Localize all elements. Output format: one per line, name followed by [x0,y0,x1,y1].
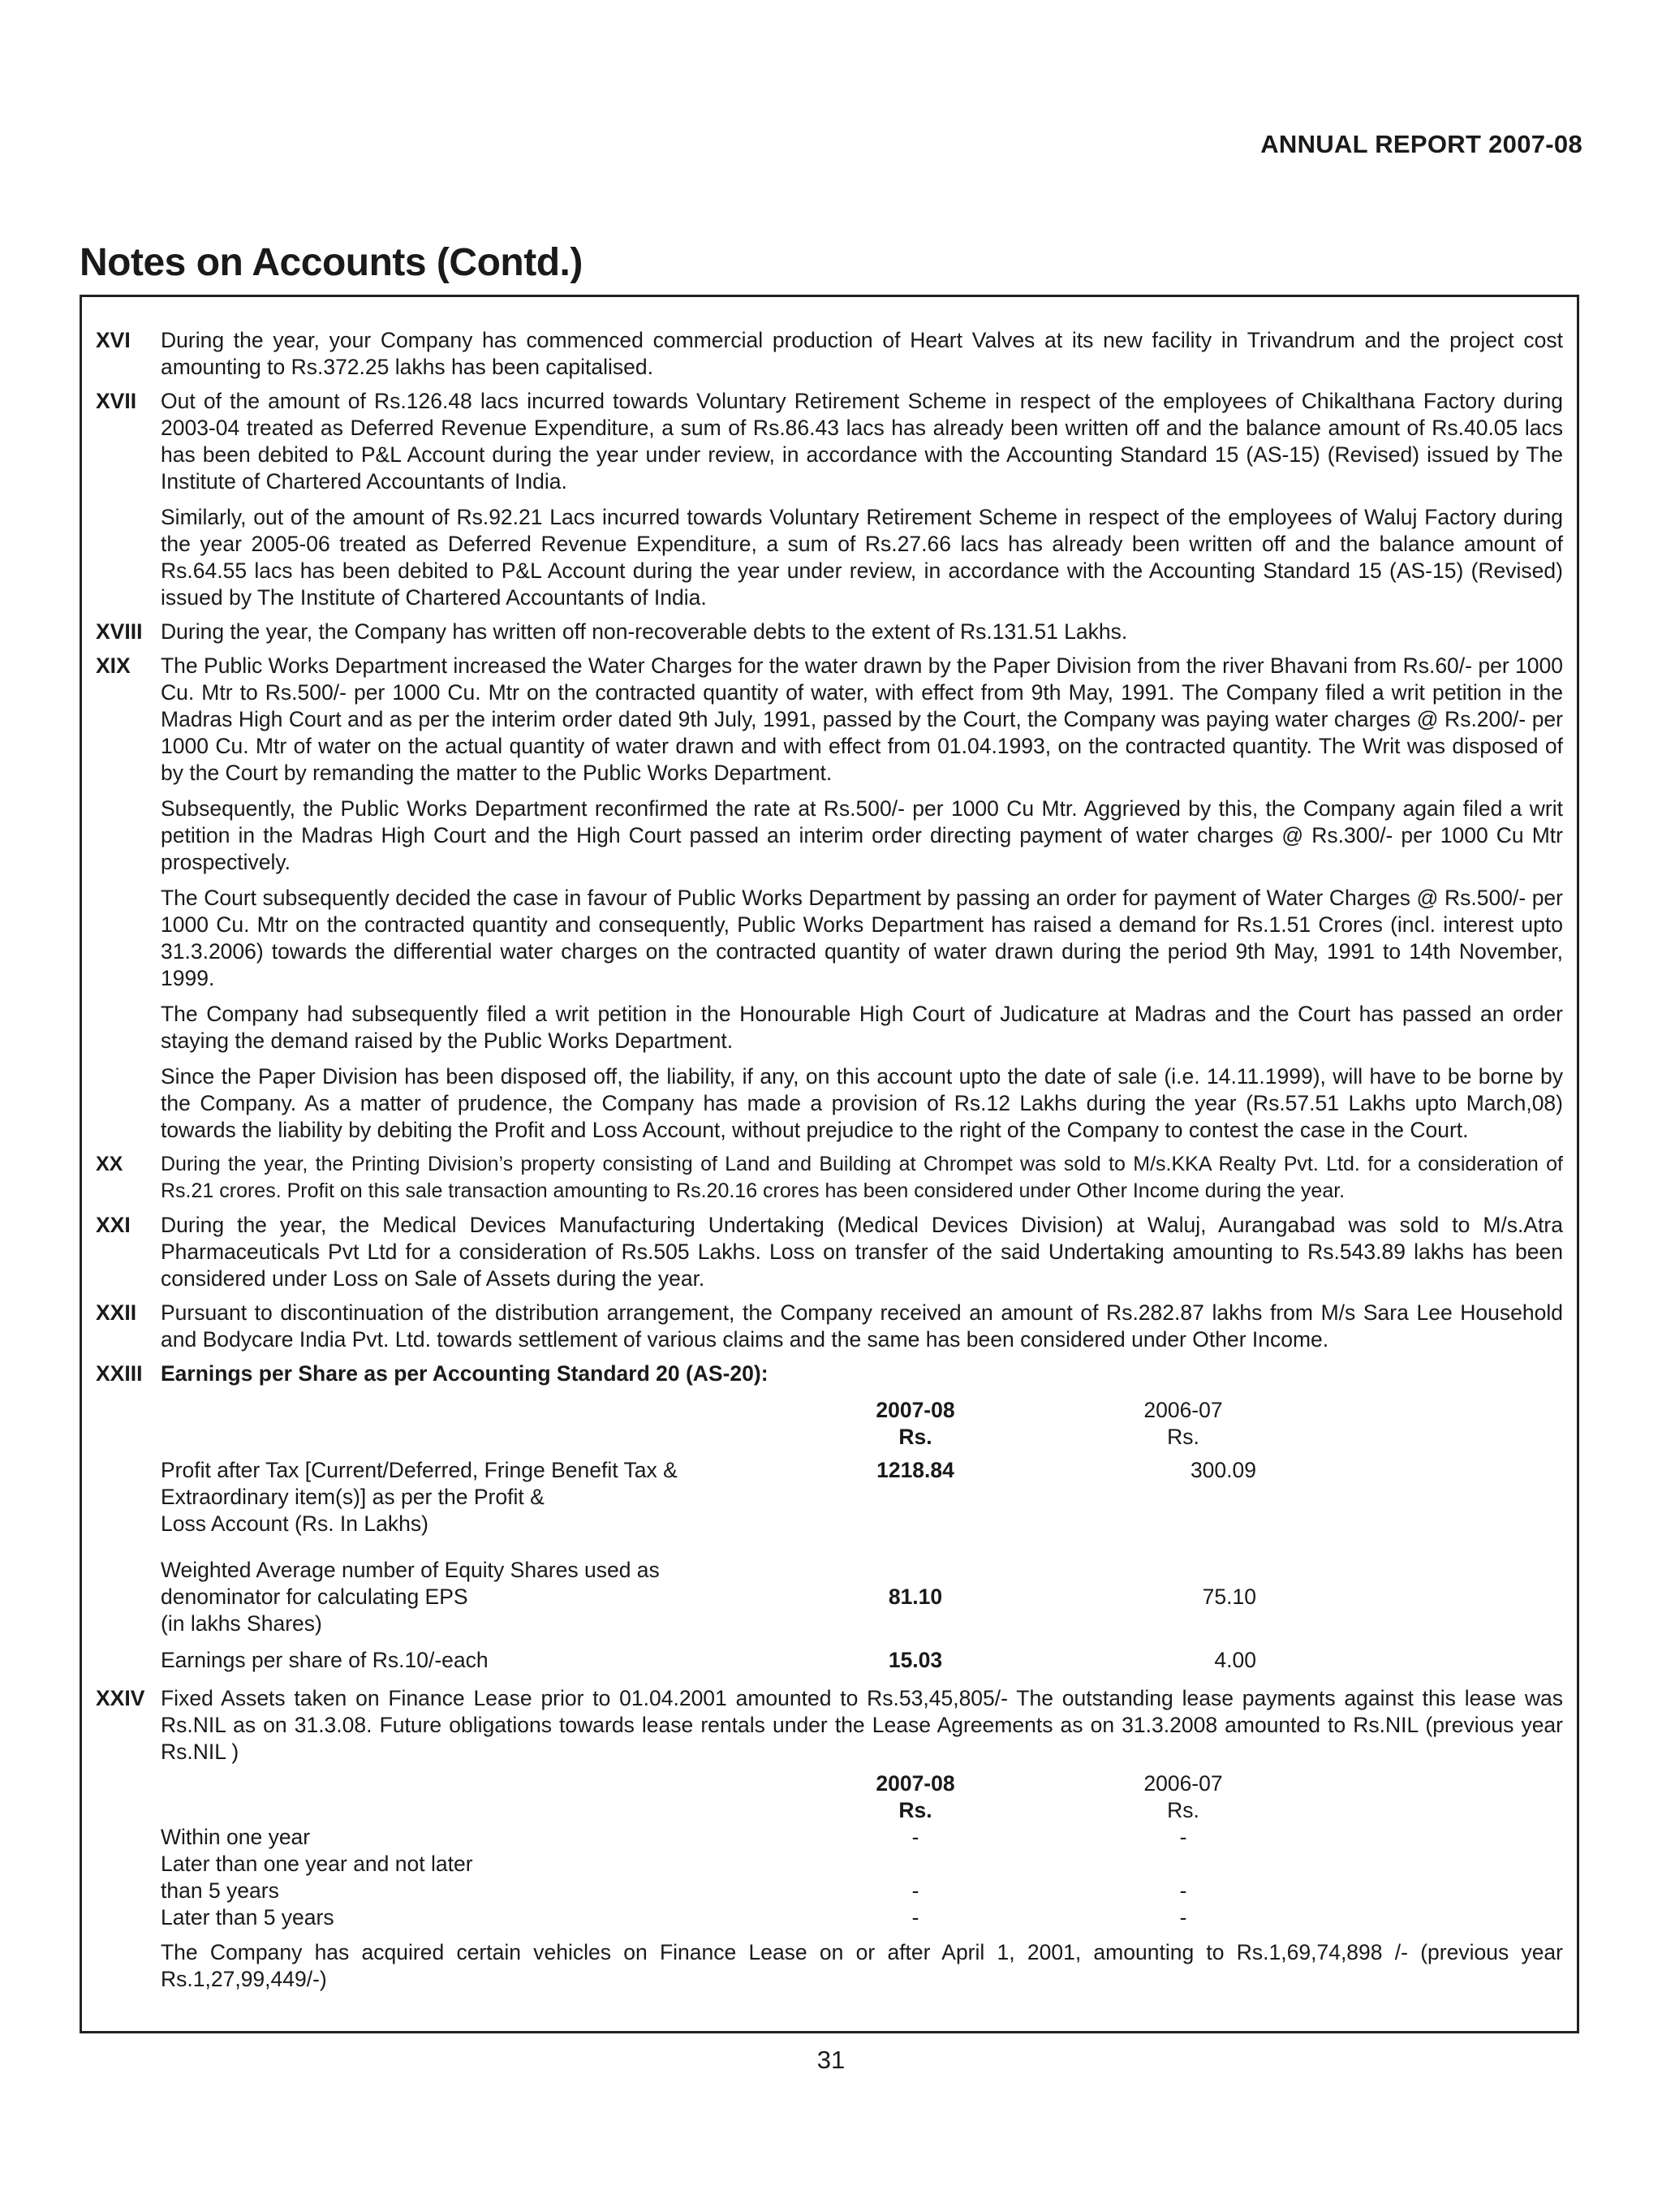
note-paragraph: During the year, the Medical Devices Manufacturing Undertaking (Medical Devices Division) at Waluj, Aurangabad was sold to M/s.Atra Pharmaceuticals Pvt Ltd for a consideration of Rs.505 Lakhs. Loss on transfer of the said Undertaking amounting to Rs.543.89 lakhs has been considered under Loss on Sale of Assets during the year. [161,1213,1563,1291]
note-paragraph: The Company had subsequently filed a writ petition in the Honourable High Court of Judicature at Madras and the Court has passed an order staying the demand raised by the Public Works Department. [161,1002,1563,1053]
note-body [161,1685,1563,1993]
cell-previous: - [1179,1878,1187,1903]
note-xix [96,653,1563,1144]
col-prev-unit: Rs. [1167,1798,1199,1822]
note-numeral: XIX [96,653,131,678]
note-xxii [96,1300,1563,1353]
cell-previous: 4.00 [1214,1648,1256,1672]
note-paragraph: Similarly, out of the amount of Rs.92.21 Lacs incurred towards Voluntary Retirement Scheme in respect of the employees of Waluj Factory during the year 2005-06 treated as Deferred Revenue Expenditure, a sum of Rs.27.66 lacs has already been written off and the balance amount of Rs.64.55 lacs has been debited to P&L Account during the year under review, in accordance with the Accounting Standard 15 (AS-15) (Revised) issued by The Institute of Chartered Accountants of India. [161,505,1563,610]
table-row [161,1457,1563,1537]
note-xxiv [96,1685,1563,1993]
row-label: denominator for calculating EPS [161,1585,468,1609]
note-paragraph: The Public Works Department increased the Water Charges for the water drawn by the Paper Division from the river Bhavani from Rs.60/- per 1000 Cu. Mtr to Rs.500/- per 1000 Cu. Mtr on the contracted quantity of water, with effect from 9th May, 1991. The Company filed a writ petition in the Madras High Court and as per the interim order dated 9th July, 1991, passed by the Court, the Company was paying water charges @ Rs.200/- per 1000 Cu. Mtr of water on the actual quantity of water drawn and with effect from 01.04.1993, on the contracted quantity. The Writ was disposed of by the Court by remanding the matter to the Public Works Department. [161,653,1563,785]
lease-header-row [161,1770,1563,1824]
note-paragraph: Fixed Assets taken on Finance Lease prior to 01.04.2001 amounted to Rs.53,45,805/- The outstanding lease payments against this lease was Rs.NIL as on 31.3.08. Future obligations towards lease rentals under the Lease Agreements as on 31.3.2008 amounted to Rs.NIL (previous year Rs.NIL ) [161,1686,1563,1764]
note-numeral: XXIV [96,1686,145,1710]
cell-previous: - [1179,1905,1187,1930]
note-paragraph: During the year, your Company has commenced commercial production of Heart Valves at its new facility in Trivandrum and the project cost amounting to Rs.372.25 lakhs has been capitalised. [161,328,1563,379]
note-paragraph: Since the Paper Division has been disposed off, the liability, if any, on this account upto the date of sale (i.e. 14.11.1999), will have to be borne by the Company. As a matter of prudence, the Company has made a provision of Rs.12 Lakhs during the year (Rs.57.51 Lakhs upto March,08) towards the liability by debiting the Profit and Loss Account, without prejudice to the right of the Company to contest the case in the Court. [161,1064,1563,1142]
page-title: Notes on Accounts (Contd.) [80,241,583,284]
row-label: Earnings per share of Rs.10/-each [161,1648,489,1672]
note-body [161,1360,1563,1674]
col-prev-unit: Rs. [1167,1425,1199,1449]
cell-current: - [911,1878,919,1903]
note-body [161,388,1563,611]
eps-table [161,1397,1563,1674]
note-paragraph: The Court subsequently decided the case in favour of Public Works Department by passing an order for payment of Water Charges @ Rs.500/- per 1000 Cu. Mtr on the contracted quantity and consequently, Public Works Department has raised a demand for Rs.1.51 Crores (incl. interest upto 31.3.2006) towards the differential water charges on the contracted quantity of water drawn during the period 9th May, 1991 to 14th November, 1999. [161,886,1563,990]
table-row [161,1851,1563,1904]
table-row [161,1647,1563,1674]
row-label: Profit after Tax [Current/Deferred, Fringe Benefit Tax & [161,1458,678,1482]
row-label: Extraordinary item(s)] as per the Profit & [161,1485,545,1509]
note-paragraph: Pursuant to discontinuation of the distribution arrangement, the Company received an amount of Rs.282.87 lakhs from M/s Sara Lee Household and Bodycare India Pvt. Ltd. towards settlement of various claims and the same has been considered under Other Income. [161,1300,1563,1352]
cell-current: 15.03 [888,1648,943,1672]
note-numeral: XXI [96,1213,131,1237]
note-numeral: XVI [96,328,131,352]
note-paragraph: During the year, the Company has written off non-recoverable debts to the extent of Rs.131.51 Lakhs. [161,619,1128,644]
note-paragraph: The Company has acquired certain vehicles on Finance Lease on or after April 1, 2001, amounting to Rs.1,69,74,898 /- (previous year Rs.1,27,99,449/-) [161,1940,1563,1991]
cell-current: - [911,1825,919,1849]
cell-previous: 75.10 [1202,1585,1256,1609]
note-numeral: XX [96,1153,123,1175]
note-numeral: XXII [96,1300,137,1325]
notes-box [80,295,1579,2033]
note-body [161,619,1563,645]
col-current-unit: Rs. [898,1425,932,1449]
row-label: Within one year [161,1825,311,1849]
cell-previous: - [1179,1825,1187,1849]
note-numeral: XVIII [96,619,143,644]
cell-current: 1218.84 [876,1458,954,1482]
note-xxiii [96,1360,1563,1674]
row-label: Weighted Average number of Equity Shares used as [161,1558,660,1582]
lease-table [161,1770,1563,1931]
note-xxi [96,1212,1563,1292]
cell-current: - [911,1905,919,1930]
col-prev-year: 2006-07 [1143,1398,1223,1422]
row-label: than 5 years [161,1878,279,1903]
note-body [161,1300,1563,1353]
note-xvii [96,388,1563,611]
note-paragraph: Subsequently, the Public Works Department reconfirmed the rate at Rs.500/- per 1000 Cu Mtr. Aggrieved by this, the Company again filed a writ petition in the Madras High Court and the High Court passed an interim order directing payment of water charges @ Rs.300/- per 1000 Cu Mtr prospectively. [161,796,1563,874]
table-row [161,1824,1563,1851]
table-row [161,1557,1563,1637]
col-current-year: 2007-08 [876,1771,955,1796]
note-xvi [96,327,1563,381]
report-header: ANNUAL REPORT 2007-08 [1260,130,1582,158]
page-number: 31 [816,2046,846,2074]
eps-heading: Earnings per Share as per Accounting Standard 20 (AS-20): [161,1361,769,1386]
cell-current: 81.10 [888,1585,943,1609]
note-body [161,653,1563,1144]
note-body [161,1151,1563,1205]
note-body [161,327,1563,381]
table-row [161,1904,1563,1931]
note-xx [96,1151,1563,1205]
col-prev-year: 2006-07 [1143,1771,1223,1796]
row-label: (in lakhs Shares) [161,1611,322,1636]
row-label: Later than one year and not later [161,1852,473,1876]
row-label: Loss Account (Rs. In Lakhs) [161,1511,428,1536]
note-xviii [96,619,1563,645]
cell-previous: 300.09 [1190,1458,1256,1482]
note-paragraph: Out of the amount of Rs.126.48 lacs incurred towards Voluntary Retirement Scheme in respect of the employees of Chikalthana Factory during 2003-04 treated as Deferred Revenue Expenditure, a sum of Rs.86.43 lacs has already been written off and the balance amount of Rs.40.05 lacs has been debited to P&L Account during the year under review, in accordance with the Accounting Standard 15 (AS-15) (Revised) issued by The Institute of Chartered Accountants of India. [161,389,1563,494]
note-numeral: XVII [96,389,137,413]
row-label: Later than 5 years [161,1905,334,1930]
note-paragraph: During the year, the Printing Division’s property consisting of Land and Building at Chrompet was sold to M/s.KKA Realty Pvt. Ltd. for a consideration of Rs.21 crores. Profit on this sale transaction amounting to Rs.20.16 crores has been considered under Other Income during the year. [161,1153,1563,1202]
note-body [161,1212,1563,1292]
col-current-year: 2007-08 [876,1398,955,1422]
col-current-unit: Rs. [898,1798,932,1822]
note-numeral: XXIII [96,1361,143,1386]
eps-header-row [161,1397,1563,1451]
